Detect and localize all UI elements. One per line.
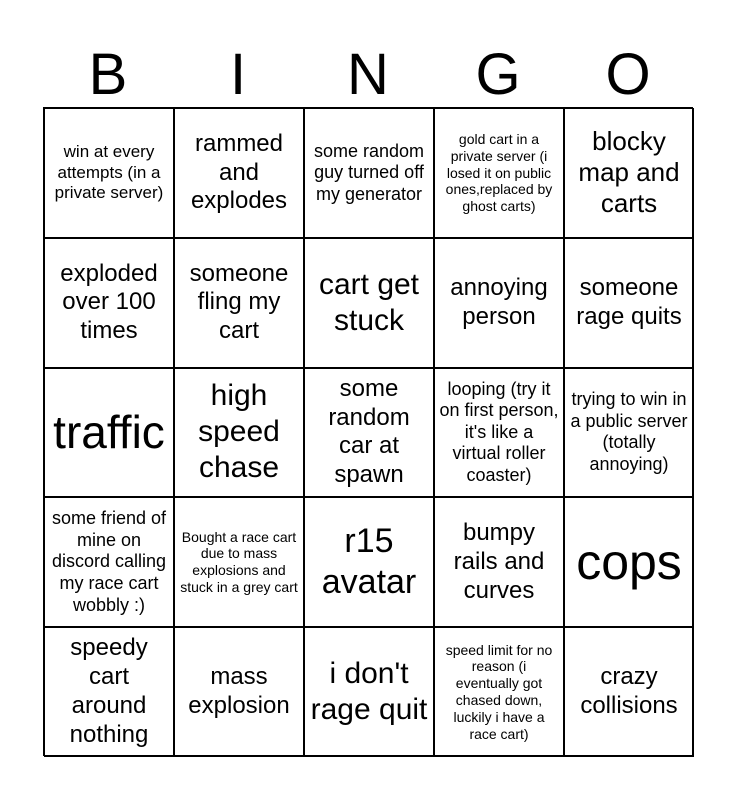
cell-text: blocky map and carts — [578, 126, 680, 219]
bingo-cell[interactable] — [174, 108, 304, 238]
header-letter-i: I — [229, 42, 247, 107]
cell-text: mass explosion — [188, 663, 290, 720]
bingo-cell[interactable] — [304, 368, 434, 498]
cell-text: annoying person — [450, 273, 548, 330]
bingo-cell[interactable] — [174, 238, 304, 368]
cell-text: gold cart in a private server (i losed it on public ones,replaced by ghost carts) — [445, 130, 553, 215]
cell-text: someone fling my cart — [189, 259, 289, 345]
cell-text: cart get stuck — [318, 267, 420, 337]
cell-text: some friend of mine on discord calling my race cart wobbly :) — [51, 508, 167, 615]
header-letter-g: G — [475, 42, 521, 107]
cell-text: bumpy rails and curves — [453, 519, 545, 604]
bingo-cell[interactable] — [564, 108, 694, 238]
cell-text: r15 avatar — [321, 522, 417, 602]
bingo-cell[interactable] — [304, 627, 434, 757]
bingo-grid — [43, 107, 693, 756]
cell-text: exploded over 100 times — [60, 259, 158, 345]
bingo-cell[interactable] — [44, 497, 174, 627]
bingo-cell[interactable] — [434, 627, 564, 757]
bingo-header — [43, 44, 693, 106]
cell-text: speed limit for no reason (i eventually got chased down, luckily i have a race cart) — [445, 641, 553, 742]
cell-text: cops — [576, 534, 682, 591]
bingo-cell[interactable] — [304, 497, 434, 627]
header-letter-b: B — [88, 42, 128, 107]
bingo-cell[interactable] — [304, 108, 434, 238]
cell-text: someone rage quits — [576, 273, 682, 330]
bingo-cell[interactable] — [434, 238, 564, 368]
cell-text: traffic — [53, 405, 165, 458]
bingo-cell[interactable] — [44, 108, 174, 238]
bingo-cell[interactable] — [44, 627, 174, 757]
bingo-cell[interactable] — [434, 108, 564, 238]
header-letter-n: N — [347, 42, 389, 107]
bingo-cell[interactable] — [174, 627, 304, 757]
cell-text: crazy collisions — [580, 663, 678, 720]
cell-text: Bought a race cart due to mass explosions and stuck in a grey cart — [180, 528, 298, 596]
bingo-cell[interactable] — [174, 368, 304, 498]
bingo-cell[interactable] — [564, 368, 694, 498]
header-letter-o: O — [605, 42, 651, 107]
cell-text: trying to win in a public server (totally annoying) — [570, 389, 688, 475]
cell-text: speedy cart around nothing — [69, 634, 149, 748]
bingo-cell[interactable] — [304, 238, 434, 368]
bingo-cell[interactable] — [564, 627, 694, 757]
cell-text: some random car at spawn — [328, 374, 410, 489]
bingo-cell[interactable] — [174, 497, 304, 627]
cell-text: some random guy turned off my generator — [313, 140, 425, 204]
bingo-cell[interactable] — [434, 497, 564, 627]
bingo-cell[interactable] — [564, 497, 694, 627]
cell-text: i don't rage quit — [310, 657, 428, 727]
cell-text: high speed chase — [198, 379, 280, 485]
cell-text: looping (try it on first person, it's like a virtual roller coaster) — [439, 378, 559, 485]
cell-text: win at every attempts (in a private server) — [54, 142, 164, 203]
cell-text: rammed and explodes — [190, 129, 288, 215]
bingo-cell[interactable] — [434, 368, 564, 498]
bingo-cell[interactable] — [44, 368, 174, 498]
bingo-cell[interactable] — [44, 238, 174, 368]
bingo-cell[interactable] — [564, 238, 694, 368]
